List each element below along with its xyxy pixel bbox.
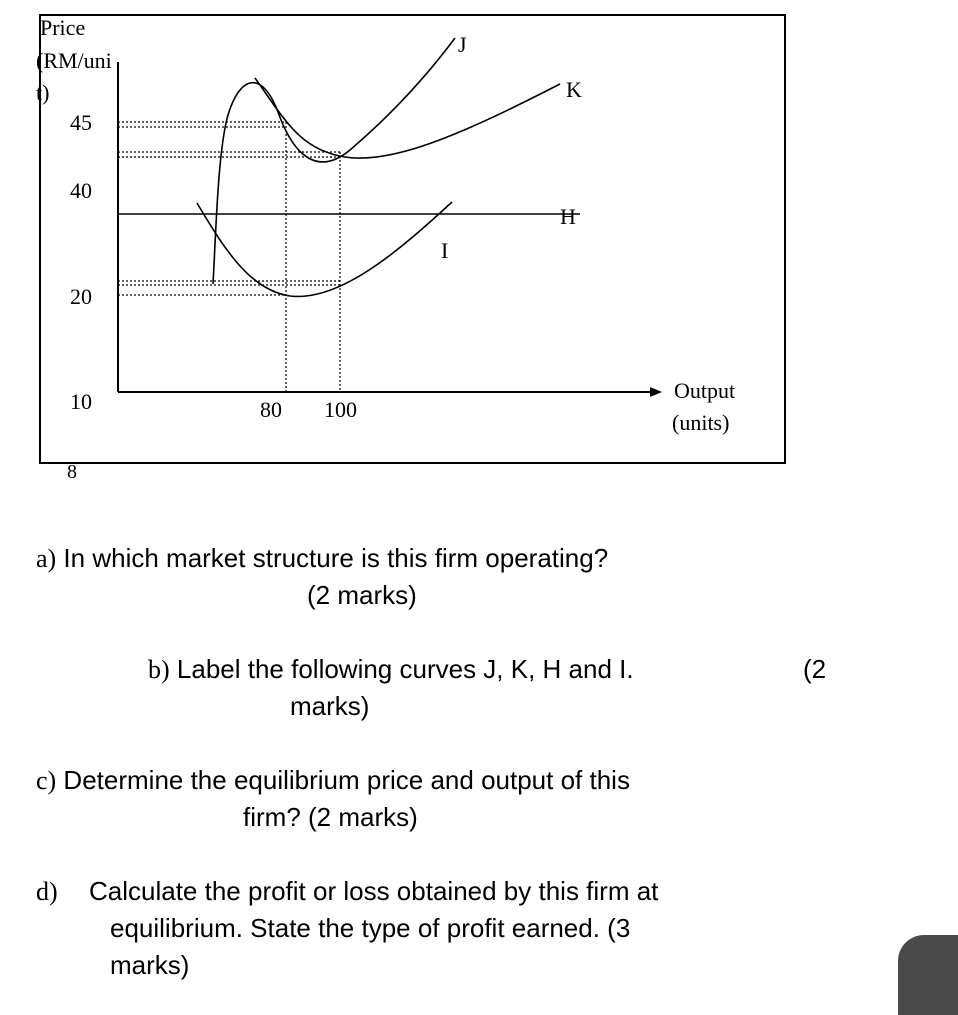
question-d-text-line3: marks) [110, 950, 190, 980]
question-b-line2: marks) [290, 691, 370, 721]
question-d-line1 [36, 873, 58, 910]
question-b-line1 [148, 651, 634, 688]
curve-label-i: I [441, 238, 449, 263]
x-axis-arrowhead [650, 387, 662, 397]
y-tick-45: 45 [70, 110, 92, 135]
question-c-line2: firm? (2 marks) [243, 802, 418, 832]
question-c-prefix: c) [36, 766, 57, 795]
curve-k [255, 78, 560, 158]
question-c-text: Determine the equilibrium price and output of this [56, 765, 630, 795]
x-axis-label-line1: Output [674, 378, 736, 403]
question-c-line1 [36, 762, 630, 799]
y-tick-20: 20 [70, 284, 92, 309]
corner-overlay-shape [898, 935, 958, 1015]
x-axis-label-line2: (units) [672, 410, 730, 435]
question-a-line1 [36, 540, 608, 577]
y-axis-label-line3: t) [36, 80, 50, 105]
y-axis-label-line2: (RM/uni [36, 48, 112, 73]
curve-label-k: K [566, 77, 582, 102]
cost-revenue-graph [0, 0, 958, 500]
x-tick-80: 80 [260, 397, 282, 422]
question-a-text: In which market structure is this firm operating? [56, 543, 609, 573]
y-axis-label-line1: Price [40, 15, 86, 40]
curve-i [197, 202, 452, 296]
question-a-prefix: a) [36, 544, 57, 573]
question-d-prefix: d) [36, 877, 58, 906]
question-a-line2: (2 marks) [307, 580, 417, 610]
curve-label-h: H [560, 204, 576, 229]
y-tick-40: 40 [70, 178, 92, 203]
question-b-prefix: b) [148, 655, 170, 684]
y-tick-10: 10 [70, 389, 92, 414]
x-tick-100: 100 [324, 397, 357, 422]
question-b-marks-right: (2 [803, 654, 827, 684]
question-b-text: Label the following curves J, K, H and I. [169, 654, 634, 684]
curve-j [213, 38, 455, 284]
curve-label-j: J [458, 32, 467, 57]
question-d-text-line2: equilibrium. State the type of profit earned. (3 [110, 913, 631, 943]
stray-mark: 8 [67, 461, 77, 483]
question-d-text-line1: Calculate the profit or loss obtained by this firm at [89, 876, 659, 906]
